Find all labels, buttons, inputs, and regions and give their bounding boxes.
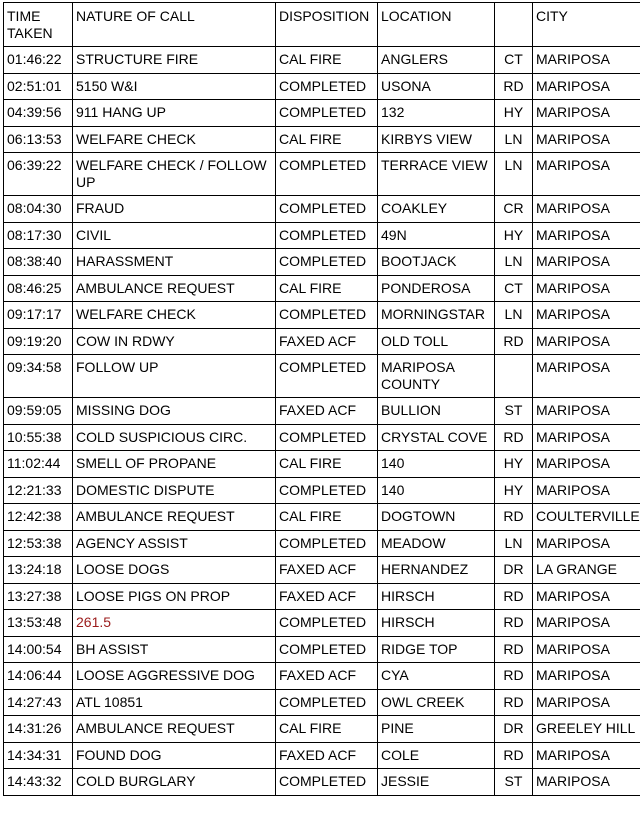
cell-disposition: COMPLETED [276, 769, 378, 796]
cell-nature-of-call: COLD SUSPICIOUS CIRC. [73, 424, 276, 451]
cell-street-suffix: LN [495, 249, 533, 276]
cell-location: MARIPOSA COUNTY [378, 355, 495, 398]
cell-time: 06:13:53 [4, 126, 73, 153]
cell-street-suffix: LN [495, 302, 533, 329]
cell-disposition: COMPLETED [276, 610, 378, 637]
cell-time: 11:02:44 [4, 451, 73, 478]
cell-time: 14:31:26 [4, 716, 73, 743]
table-row [4, 530, 640, 557]
cell-location: BOOTJACK [378, 249, 495, 276]
cell-city: MARIPOSA [533, 302, 640, 329]
cell-city: MARIPOSA [533, 249, 640, 276]
cell-nature-of-call: STRUCTURE FIRE [73, 47, 276, 74]
cell-nature-of-call: MISSING DOG [73, 398, 276, 425]
cell-time: 14:00:54 [4, 636, 73, 663]
cell-nature-of-call: 5150 W&I [73, 73, 276, 100]
cell-location: PONDEROSA [378, 275, 495, 302]
cell-city: MARIPOSA [533, 689, 640, 716]
table-row [4, 153, 640, 196]
cell-nature-of-call: COW IN RDWY [73, 328, 276, 355]
table-row [4, 196, 640, 223]
table-row [4, 504, 640, 531]
table-header [4, 3, 640, 47]
cell-time: 13:24:18 [4, 557, 73, 584]
cell-location: CYA [378, 663, 495, 690]
cell-street-suffix [495, 355, 533, 398]
cell-disposition: CAL FIRE [276, 504, 378, 531]
cell-street-suffix: RD [495, 504, 533, 531]
cell-disposition: COMPLETED [276, 73, 378, 100]
cell-time: 12:42:38 [4, 504, 73, 531]
cell-street-suffix: HY [495, 100, 533, 127]
cell-disposition: FAXED ACF [276, 557, 378, 584]
cell-location: HIRSCH [378, 610, 495, 637]
table-body [4, 47, 640, 796]
cell-time: 09:59:05 [4, 398, 73, 425]
cell-city: MARIPOSA [533, 610, 640, 637]
cell-location: OWL CREEK [378, 689, 495, 716]
cell-disposition: FAXED ACF [276, 742, 378, 769]
cell-city: MARIPOSA [533, 636, 640, 663]
cell-time: 08:38:40 [4, 249, 73, 276]
cell-time: 14:43:32 [4, 769, 73, 796]
cell-location: OLD TOLL [378, 328, 495, 355]
cell-city: MARIPOSA [533, 47, 640, 74]
table-row [4, 222, 640, 249]
cell-street-suffix: LN [495, 530, 533, 557]
cell-disposition: COMPLETED [276, 222, 378, 249]
cell-city: MARIPOSA [533, 451, 640, 478]
cell-nature-of-call: 911 HANG UP [73, 100, 276, 127]
cell-street-suffix: ST [495, 398, 533, 425]
cell-disposition: FAXED ACF [276, 398, 378, 425]
cell-time: 10:55:38 [4, 424, 73, 451]
cell-location: JESSIE [378, 769, 495, 796]
cell-location: COAKLEY [378, 196, 495, 223]
cell-street-suffix: LN [495, 126, 533, 153]
cell-disposition: COMPLETED [276, 530, 378, 557]
cell-nature-of-call: FOUND DOG [73, 742, 276, 769]
table-row [4, 716, 640, 743]
table-row [4, 663, 640, 690]
cell-location: HIRSCH [378, 583, 495, 610]
cell-street-suffix: RD [495, 663, 533, 690]
table-row [4, 398, 640, 425]
table-row [4, 451, 640, 478]
cell-city: MARIPOSA [533, 769, 640, 796]
table-row [4, 126, 640, 153]
cell-nature-of-call: DOMESTIC DISPUTE [73, 477, 276, 504]
table-row [4, 424, 640, 451]
cell-location: PINE [378, 716, 495, 743]
cell-location: 49N [378, 222, 495, 249]
cell-location: 132 [378, 100, 495, 127]
table-row [4, 557, 640, 584]
cell-nature-of-call: SMELL OF PROPANE [73, 451, 276, 478]
cell-nature-of-call: LOOSE AGGRESSIVE DOG [73, 663, 276, 690]
cell-location: ANGLERS [378, 47, 495, 74]
cell-nature-of-call: BH ASSIST [73, 636, 276, 663]
cell-nature-of-call: HARASSMENT [73, 249, 276, 276]
cell-city: COULTERVILLE [533, 504, 640, 531]
cell-city: MARIPOSA [533, 275, 640, 302]
cell-disposition: COMPLETED [276, 249, 378, 276]
cell-disposition: COMPLETED [276, 100, 378, 127]
cell-disposition: COMPLETED [276, 196, 378, 223]
cell-city: MARIPOSA [533, 355, 640, 398]
cell-city: MARIPOSA [533, 222, 640, 249]
cell-time: 04:39:56 [4, 100, 73, 127]
cell-time: 14:34:31 [4, 742, 73, 769]
table-row [4, 249, 640, 276]
cell-disposition: CAL FIRE [276, 275, 378, 302]
cell-street-suffix: CT [495, 47, 533, 74]
table-row [4, 100, 640, 127]
cell-disposition: COMPLETED [276, 302, 378, 329]
cell-disposition: COMPLETED [276, 689, 378, 716]
table-row [4, 355, 640, 398]
cell-city: GREELEY HILL [533, 716, 640, 743]
cell-street-suffix: HY [495, 451, 533, 478]
cell-city: MARIPOSA [533, 153, 640, 196]
cell-nature-of-call: AGENCY ASSIST [73, 530, 276, 557]
cell-time: 09:17:17 [4, 302, 73, 329]
cell-city: MARIPOSA [533, 100, 640, 127]
cell-disposition: COMPLETED [276, 153, 378, 196]
cell-time: 13:53:48 [4, 610, 73, 637]
cell-street-suffix: RD [495, 636, 533, 663]
cell-location: 140 [378, 477, 495, 504]
cell-city: MARIPOSA [533, 73, 640, 100]
cell-city: MARIPOSA [533, 663, 640, 690]
cell-street-suffix: CT [495, 275, 533, 302]
table-row [4, 477, 640, 504]
cell-nature-of-call: WELFARE CHECK [73, 126, 276, 153]
cell-street-suffix: RD [495, 689, 533, 716]
cell-nature-of-call: AMBULANCE REQUEST [73, 275, 276, 302]
table-row [4, 302, 640, 329]
cell-street-suffix: CR [495, 196, 533, 223]
cell-time: 06:39:22 [4, 153, 73, 196]
cell-city: MARIPOSA [533, 126, 640, 153]
cell-time: 12:53:38 [4, 530, 73, 557]
header-city: CITY [533, 3, 640, 47]
cell-street-suffix: RD [495, 742, 533, 769]
cell-location: RIDGE TOP [378, 636, 495, 663]
table-row [4, 73, 640, 100]
table-row [4, 769, 640, 796]
table-row [4, 583, 640, 610]
cell-city: MARIPOSA [533, 328, 640, 355]
cell-disposition: COMPLETED [276, 636, 378, 663]
cell-location: COLE [378, 742, 495, 769]
cell-disposition: CAL FIRE [276, 451, 378, 478]
cell-city: MARIPOSA [533, 583, 640, 610]
cell-city: LA GRANGE [533, 557, 640, 584]
cell-street-suffix: DR [495, 557, 533, 584]
cell-nature-of-call: LOOSE DOGS [73, 557, 276, 584]
cell-nature-of-call: COLD BURGLARY [73, 769, 276, 796]
cell-street-suffix: RD [495, 583, 533, 610]
cell-disposition: CAL FIRE [276, 126, 378, 153]
table-row [4, 742, 640, 769]
cell-street-suffix: HY [495, 477, 533, 504]
header-street-suffix [495, 3, 533, 47]
cell-nature-of-call: LOOSE PIGS ON PROP [73, 583, 276, 610]
cell-location: MEADOW [378, 530, 495, 557]
call-log-table [3, 2, 640, 796]
cell-nature-of-call: AMBULANCE REQUEST [73, 716, 276, 743]
cell-street-suffix: HY [495, 222, 533, 249]
cell-city: MARIPOSA [533, 477, 640, 504]
header-time-taken: TIME TAKEN [4, 3, 73, 47]
cell-time: 08:04:30 [4, 196, 73, 223]
cell-location: HERNANDEZ [378, 557, 495, 584]
header-row [4, 3, 640, 47]
cell-nature-of-call: FRAUD [73, 196, 276, 223]
cell-location: 140 [378, 451, 495, 478]
table-row [4, 610, 640, 637]
header-disposition: DISPOSITION [276, 3, 378, 47]
cell-time: 14:06:44 [4, 663, 73, 690]
cell-location: BULLION [378, 398, 495, 425]
header-location: LOCATION [378, 3, 495, 47]
cell-location: TERRACE VIEW [378, 153, 495, 196]
cell-time: 12:21:33 [4, 477, 73, 504]
cell-nature-of-call: WELFARE CHECK / FOLLOW UP [73, 153, 276, 196]
cell-street-suffix: RD [495, 610, 533, 637]
table-row [4, 689, 640, 716]
cell-time: 01:46:22 [4, 47, 73, 74]
cell-time: 08:46:25 [4, 275, 73, 302]
cell-time: 09:34:58 [4, 355, 73, 398]
cell-disposition: CAL FIRE [276, 47, 378, 74]
table-row [4, 328, 640, 355]
cell-disposition: COMPLETED [276, 355, 378, 398]
cell-nature-of-call: ATL 10851 [73, 689, 276, 716]
table-row [4, 636, 640, 663]
cell-city: MARIPOSA [533, 196, 640, 223]
cell-disposition: FAXED ACF [276, 583, 378, 610]
cell-location: KIRBYS VIEW [378, 126, 495, 153]
cell-time: 02:51:01 [4, 73, 73, 100]
cell-disposition: CAL FIRE [276, 716, 378, 743]
cell-city: MARIPOSA [533, 530, 640, 557]
cell-nature-of-call: WELFARE CHECK [73, 302, 276, 329]
cell-nature-of-call: CIVIL [73, 222, 276, 249]
cell-city: MARIPOSA [533, 742, 640, 769]
cell-street-suffix: RD [495, 328, 533, 355]
cell-street-suffix: ST [495, 769, 533, 796]
cell-time: 08:17:30 [4, 222, 73, 249]
cell-disposition: FAXED ACF [276, 663, 378, 690]
cell-location: DOGTOWN [378, 504, 495, 531]
cell-nature-of-call: FOLLOW UP [73, 355, 276, 398]
cell-disposition: COMPLETED [276, 477, 378, 504]
cell-time: 14:27:43 [4, 689, 73, 716]
cell-location: CRYSTAL COVE [378, 424, 495, 451]
cell-street-suffix: RD [495, 424, 533, 451]
cell-nature-of-call: AMBULANCE REQUEST [73, 504, 276, 531]
cell-location: MORNINGSTAR [378, 302, 495, 329]
cell-street-suffix: LN [495, 153, 533, 196]
cell-time: 13:27:38 [4, 583, 73, 610]
cell-city: MARIPOSA [533, 424, 640, 451]
header-nature-of-call: NATURE OF CALL [73, 3, 276, 47]
cell-street-suffix: DR [495, 716, 533, 743]
cell-street-suffix: RD [495, 73, 533, 100]
cell-disposition: FAXED ACF [276, 328, 378, 355]
cell-city: MARIPOSA [533, 398, 640, 425]
table-row [4, 47, 640, 74]
cell-location: USONA [378, 73, 495, 100]
cell-nature-of-call: 261.5 [73, 610, 276, 637]
table-row [4, 275, 640, 302]
cell-time: 09:19:20 [4, 328, 73, 355]
cell-disposition: COMPLETED [276, 424, 378, 451]
